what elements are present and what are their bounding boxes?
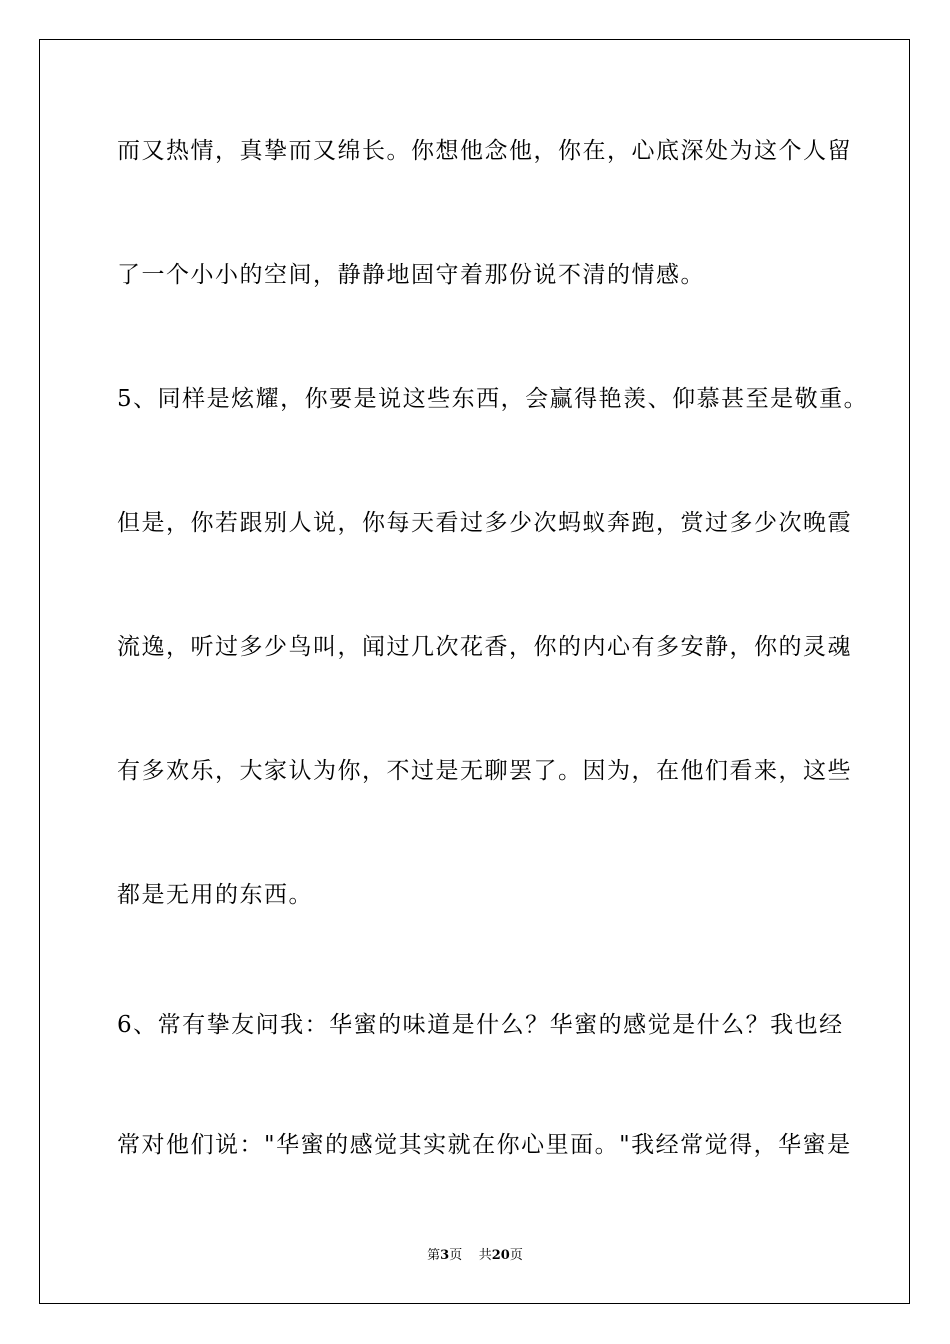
total-suffix: 页: [509, 1248, 523, 1263]
total-prefix: 共: [478, 1248, 492, 1263]
body-text-line: 流逸，听过多少鸟叫，闻过几次花香，你的内心有多安静，你的灵魂: [117, 634, 852, 660]
body-text-line: 常对他们说："华蜜的感觉其实就在你心里面。"我经常觉得，华蜜是: [117, 1132, 852, 1158]
page-prefix: 第: [427, 1248, 441, 1263]
body-text-line: 都是无用的东西。: [117, 882, 313, 908]
body-text-line: 有多欢乐，大家认为你，不过是无聊罢了。因为，在他们看来，这些: [117, 758, 852, 784]
body-text-line: 但是，你若跟别人说，你每天看过多少次蚂蚁奔跑，赏过多少次晚霞: [117, 510, 852, 536]
body-text-line: 了一个小小的空间，静静地固守着那份说不清的情感。: [117, 262, 705, 288]
page-border: [39, 39, 910, 1304]
page-number: 3: [440, 1248, 450, 1263]
body-text-line: 5、同样是炫耀，你要是说这些东西，会赢得艳羡、仰慕甚至是敬重。: [117, 386, 869, 412]
page-suffix: 页: [449, 1248, 463, 1263]
page-footer: [0, 1247, 950, 1265]
body-text-line: 而又热情，真挚而又绵长。你想他念他，你在，心底深处为这个人留: [117, 138, 852, 164]
total-pages: 20: [491, 1248, 510, 1263]
body-text-line: 6、常有挚友问我：华蜜的味道是什么？华蜜的感觉是什么？我也经: [117, 1012, 844, 1038]
